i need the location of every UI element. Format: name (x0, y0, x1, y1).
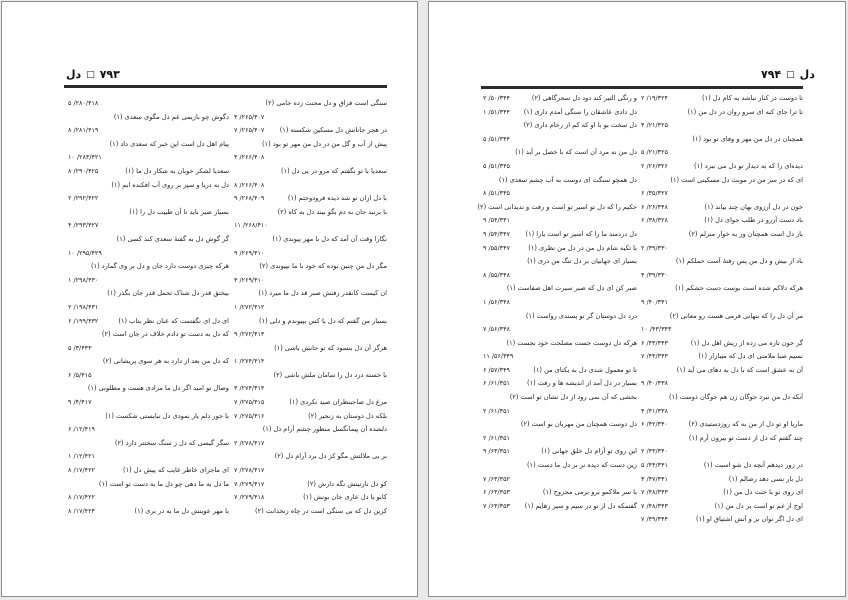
entry-reference: ۷ /۶۳/۳۵۳ (483, 501, 510, 510)
index-entry (641, 418, 803, 432)
index-entry (483, 92, 637, 106)
entry-reference: ۵ /۳/۴۳۳ (68, 343, 92, 352)
index-entry (641, 513, 803, 527)
page-number: ۷۹۳ (99, 68, 120, 81)
index-entry (234, 274, 387, 288)
entry-verse: درد دل دوستان گر تو پسندی رواست (۱) (525, 311, 637, 320)
entry-reference: ۵ /۲۸۰/۴۱۸ (68, 99, 99, 107)
entry-reference: ۷ /۲۷۵/۴۱۵ (234, 398, 265, 407)
entry-verse: زین دست که دیده نر بر دل ما دست (۱) (526, 461, 637, 470)
entry-verse: بار دل است همچنان ور به خوار منزلم (۲) (688, 229, 803, 238)
index-entry (234, 410, 387, 424)
index-entry (234, 151, 387, 165)
entry-reference: ۴ /۲۶۵/۴۰۷ (234, 112, 265, 121)
running-head-box-glyph: □ (86, 69, 95, 80)
index-entry (234, 437, 387, 451)
index-entry (68, 464, 229, 478)
index-entry (483, 445, 637, 459)
entry-reference: ۸ /۲۸۱/۴۱۹ (68, 126, 99, 135)
entry-verse: گفتمکه دل از تو در سیم و سیر رهایم (۱) (524, 501, 637, 510)
index-entry (641, 228, 803, 242)
column-right (641, 92, 803, 527)
index-entry (68, 437, 229, 451)
entry-verse: اوج از غم تو است بر دل من (۱) (714, 501, 803, 510)
index-entry (641, 201, 803, 215)
entry-verse: مرغ دل صاحبنظران صید نکردی (۱) (289, 398, 387, 407)
index-entry (68, 260, 229, 274)
entry-reference: ۱ /۱۲/۴۲۱ (68, 452, 95, 461)
entry-verse: و رنگی التیر کند دود دل سحرگاهی (۲) (531, 94, 637, 102)
index-entry (641, 391, 803, 405)
entry-verse: سعدیا لشکر خوبان به شکار دل ما (۱) (125, 166, 229, 175)
index-entry (641, 92, 803, 106)
entry-verse: سگر گیسی که دل ز سنگ سختتر دارد (۲) (114, 438, 229, 447)
index-entry (234, 165, 387, 179)
index-entry (68, 124, 229, 138)
index-entry (68, 179, 229, 193)
entry-reference: ۱ /۵۶/۳۴۸ (483, 297, 510, 306)
entry-verse: باد دست آرزو در طلب جوای دل (۱) (704, 216, 803, 225)
index-entry (477, 201, 637, 215)
index-entry (234, 315, 387, 329)
index-entry (68, 423, 229, 437)
index-entry (68, 287, 229, 301)
entry-verse: بسیار صبر باید تا آن طبیب دل را (۱) (129, 207, 229, 216)
entry-reference: ۱۱ /۵۶/۳۴۹ (483, 352, 514, 361)
entry-reference: ۱ /۲۹۸/۴۳۰ (68, 275, 99, 284)
index-entry (483, 296, 637, 310)
entry-verse: با دل ازان تو شد دیده فرودوختم (۱) (287, 194, 387, 203)
entry-reference: ۲ /۲۹۲/۴۲۲ (68, 194, 99, 203)
entry-reference: ۵ /۵۱/۳۴۵ (483, 161, 510, 170)
entry-verse: تا ترا جای کنه ای سرو روان در دل من (۱) (687, 107, 803, 116)
entry-reference: ۲ /۱۹/۳۲۴ (641, 94, 668, 102)
entry-verse: دلشده آن پیمانگسل منظور چشم آرام دل (۱) (262, 425, 387, 434)
index-entry (234, 219, 387, 233)
entry-reference: ۶ /۲۶/۳۴۸ (641, 202, 668, 211)
index-entry (641, 146, 803, 160)
entry-reference: ۶ /۳۵/۳۲۷ (641, 189, 668, 198)
index-entry (234, 464, 387, 478)
entry-verse: تا دوست در کنار نباشد به کام دل (۱) (701, 94, 803, 102)
index-entry (234, 382, 387, 396)
entry-verse: با جور دلم یار نمودی دل نبایستی شکست (۱) (105, 411, 229, 420)
index-entry (483, 106, 637, 120)
entry-reference: ۹ /۵۴/۳۴۷ (483, 229, 510, 238)
index-entry (234, 179, 387, 193)
entry-reference: ۹ /۴/۴۱۷ (68, 398, 92, 407)
entry-verse: ما دل به ما دهی چو دل ما به دست تو است (۱) (98, 479, 229, 488)
entry-reference: ۷ /۴۴/۳۴۳ (641, 352, 668, 361)
index-entry (234, 328, 387, 342)
index-entry (234, 192, 387, 206)
index-entry (641, 282, 803, 296)
index-entry (641, 364, 803, 378)
index-entry (641, 432, 803, 446)
entry-verse: بسیار من گفتم که دل با کس بپیوندم و دلی (۱) (259, 316, 387, 325)
entry-reference: ۲ /۱۹۸/۴۳۱ (68, 302, 99, 311)
entry-verse: پیام اهل دل است این خبر که سعدی داد (۱) (109, 139, 229, 148)
entry-reference: ۲ /۲۶/۳۲۶ (641, 161, 668, 170)
index-entry (483, 269, 637, 283)
index-entry (483, 174, 637, 188)
entry-reference: ۲ /۵۰/۳۴۴ (483, 94, 510, 102)
index-entry (483, 473, 637, 487)
entry-reference: ۷ /۴۸/۳۴۳ (641, 501, 668, 510)
header-rule (64, 85, 387, 88)
entry-reference: ۸ /۱۷/۴۲۴ (68, 506, 95, 515)
entry-reference: ۸ /۱۷/۴۲۲ (68, 466, 95, 475)
entry-reference: ۴ /۲۷۴/۴۱۴ (234, 384, 265, 393)
entry-reference: ۲ /۳۹/۳۳۰ (641, 243, 668, 252)
index-entry (641, 214, 803, 228)
index-entry (68, 206, 229, 220)
index-entry (68, 396, 229, 410)
index-entry (483, 500, 637, 514)
entry-verse: نسیم صبا ملامتی ای دل که میبازار (۱) (698, 352, 803, 361)
index-entry (234, 342, 387, 356)
entry-verse: با مهر عوینش دل ما به در بری (۱) (134, 506, 229, 515)
entry-verse: ای ماجرای خاطر غایب که پیش دل (۱) (123, 466, 229, 475)
entry-reference: ۵ /۴۴/۳۴۱ (641, 461, 668, 470)
entry-verse: در هجر جانانش دل مسکین شکسته (۱) (279, 126, 387, 135)
index-entry (641, 350, 803, 364)
entry-reference: ۴ /۲۶۶/۴۰۸ (234, 153, 265, 162)
entry-reference: ۷ /۴۹/۳۴۴ (641, 515, 668, 524)
entry-reference: ۱ /۵۱/۳۴۴ (483, 107, 510, 116)
entry-reference: ۹ /۲۶۹/۴۱۰ (234, 248, 265, 257)
entry-verse: گر گوش دل به گفتهٔ سعدی کند کسی (۱) (116, 234, 229, 243)
entry-verse: که دل من بعد از دارد به هر سوی پریشانی (۲) (102, 357, 229, 366)
index-entry (641, 106, 803, 120)
index-entry (234, 355, 387, 369)
entry-reference: ۹ /۲۶۸/۴۰۹ (234, 194, 265, 203)
entry-verse: تا تو معمول شدی دل به یکتای من (۱) (533, 365, 637, 374)
index-entry (641, 133, 803, 147)
entry-reference: ۹ /۵۴/۳۴۱ (483, 216, 510, 225)
entry-reference: ۹ /۴۰/۳۳۸ (641, 379, 668, 388)
index-entry (68, 450, 229, 464)
entry-reference: ۹ /۴۰/۳۴۱ (641, 297, 668, 306)
index-entry (641, 459, 803, 473)
index-entry (641, 337, 803, 351)
running-head-word: دل (66, 68, 82, 81)
entry-reference: ۵ /۲۱/۳۲۵ (641, 148, 668, 157)
entry-verse: صبر کن ای دل که صبر سیرت اهل صفاست (۱) (506, 284, 637, 293)
entry-verse: دگوش چو بازیمی غم دل مگوی سعدی (۱) (113, 112, 229, 121)
index-entry (234, 260, 387, 274)
index-entry (68, 247, 229, 261)
entry-verse: بلکه دل دوستان به زنجیر (۲) (308, 411, 387, 420)
index-entry (483, 418, 637, 432)
index-entry (68, 97, 229, 111)
index-entry (234, 505, 387, 519)
entry-verse: با برنبد جان به دم بگو بیند دل به کاه (۲) (277, 207, 387, 216)
index-entry (641, 269, 803, 283)
index-entry (68, 233, 229, 247)
entry-reference: ۲ /۶۱/۳۵۱ (483, 433, 510, 442)
entry-verse: دل من نه مرد آن است که با خصل بر آید (۱) (515, 148, 637, 157)
entry-verse: در زور دیدهم آنچه دل شو اسبت (۱) (703, 461, 803, 470)
entry-verse: حکیم را که دل تو اسیر تو است و رفت و ندیدانی است (۲) (477, 202, 637, 211)
index-entry (68, 274, 229, 288)
index-entry (234, 233, 387, 247)
index-entry (234, 423, 387, 437)
entry-reference: ۴ /۲۱/۳۲۵ (641, 121, 668, 130)
index-entry (483, 405, 637, 419)
entry-verse: دیده‌ای را که به دیدار تو دل می ببرد (۱) (694, 161, 803, 170)
index-entry (68, 111, 229, 125)
entry-verse: بسیار ای جهانیان بر دل تنگ من دری (۱) (527, 257, 637, 266)
page-794 (428, 1, 846, 597)
index-entry (641, 486, 803, 500)
entry-reference: ۱۰ /۲۸۳/۴۲۱ (68, 153, 102, 162)
index-entry (483, 146, 637, 160)
entry-reference: ۱۱ /۲۶۸/۴۱۰ (234, 221, 268, 230)
index-entry (641, 242, 803, 256)
entry-verse: آنکه دل من نبرد جوگان زن هم جوگان ذوست (۱) (668, 393, 803, 402)
index-entry (68, 315, 229, 329)
entry-verse: کو دل نازنینش نگه دارش (۲) (307, 479, 387, 488)
entry-reference: ۷ /۲۷۸/۴۱۷ (234, 466, 265, 475)
index-entry (234, 491, 387, 505)
index-entry (483, 133, 637, 147)
index-entry (641, 310, 803, 324)
entry-verse: بر بی ملالتش مگو کز دل برد آرام دل (۲) (274, 452, 387, 461)
entry-verse: دل سخت بو با او که کم از رخام داری (۲) (523, 121, 637, 130)
index-entry (68, 192, 229, 206)
index-entry (68, 410, 229, 424)
entry-verse: کزین دل که بی سنگی است در چاه زنخدانت (۲) (255, 506, 387, 515)
running-head (761, 68, 815, 81)
index-entry (234, 124, 387, 138)
running-head (66, 68, 120, 81)
entry-verse: نگارا وقت آن آمد که دل با مهر پیوندی (۱) (272, 234, 387, 243)
entry-verse: سنگی است فراق و دل محنت زده جامی (۲) (265, 99, 387, 107)
entry-verse: دل به دریا و سپر بر روی آب افکنده ایم (۱) (111, 180, 229, 189)
entry-verse: ای روی تو با حنت دل من (۱) (723, 488, 803, 497)
index-entry (483, 350, 637, 364)
entry-reference: ۸ /۱۷/۴۲۲ (68, 493, 95, 502)
entry-verse: این روی تو آرام دل خلق جهانی (۱) (541, 447, 637, 456)
index-entry (483, 255, 637, 269)
entry-verse: ای دل ای نگفتمت که عنان نظر بتاب (۱) (118, 316, 229, 325)
entry-reference: ۱۰ /۴۳/۳۴۳ (641, 325, 672, 334)
entry-verse: ماریا او تو دل از من به که روزدستیدی (۲) (688, 420, 803, 429)
entry-reference: ۹ /۲۷۲/۴۱۳ (234, 330, 265, 339)
column-left (68, 97, 229, 518)
entry-reference: ۸ /۵۱/۳۴۵ (483, 189, 510, 198)
running-head-box-glyph: □ (786, 69, 795, 80)
index-entry (234, 478, 387, 492)
entry-reference: ۳ /۴۷/۳۴۱ (641, 474, 668, 483)
entry-reference: ۷ /۲۷۹/۴۱۷ (234, 479, 265, 488)
index-entry (234, 369, 387, 383)
index-entry (641, 296, 803, 310)
index-entry (483, 160, 637, 174)
index-entry (641, 323, 803, 337)
entry-reference: ۱ /۲۷۲/۴۱۲ (234, 302, 265, 311)
header-rule (481, 86, 803, 89)
index-entry (483, 119, 637, 133)
entry-reference: ۷ /۲۷۹/۴۱۸ (234, 493, 265, 502)
index-entry (483, 391, 637, 405)
entry-reference: ۷ /۵۶/۳۴۸ (483, 325, 510, 334)
index-entry (483, 364, 637, 378)
index-entry (641, 405, 803, 419)
entry-reference: ۶ /۱۹۹/۴۳۲ (68, 316, 99, 325)
entry-verse: که دل به دست تو دادم خلاف در جان است (۲) (101, 330, 229, 339)
entry-verse: بیختق قدر دل شناک تحمل قدر جان بگذر (۱) (107, 289, 229, 298)
entry-reference: ۶ /۳۸/۳۲۸ (641, 216, 668, 225)
entry-verse: همچنان در دل من مهر و وفای تو بود (۱) (692, 134, 803, 143)
page-793 (1, 1, 418, 597)
index-entry (641, 160, 803, 174)
index-entry (483, 323, 637, 337)
entry-verse: دل دادی عاشقان را سنگی آمدم داری (۱) (523, 107, 637, 116)
index-entry (68, 505, 229, 519)
entry-reference: ۹ /۵۵/۳۴۷ (483, 243, 510, 252)
index-entry (483, 459, 637, 473)
entry-verse: کابو یا دل عاری جان بونش (۱) (303, 493, 387, 502)
entry-reference: ۴ /۳۹/۳۳۰ (641, 270, 668, 279)
entry-reference: ۷ /۴۸/۳۴۳ (641, 488, 668, 497)
entry-reference: ۲ /۶۱/۳۵۱ (483, 406, 510, 415)
entry-verse: مگر دل من چنین بوده که خود با ما نپیوندی (۲) (259, 262, 387, 271)
index-entry (68, 138, 229, 152)
page-number: ۷۹۴ (761, 68, 782, 81)
entry-verse: آن به عشق است که با دل به دهای می آید (۱) (676, 365, 803, 374)
entry-verse: ای که در سر من در موبت دل مسکینی است (۱) (670, 175, 803, 184)
index-entry (234, 301, 387, 315)
index-entry (234, 287, 387, 301)
entry-verse: گر حون تازه می زده از ریش اهل دل (۱) (690, 338, 803, 347)
index-entry (234, 396, 387, 410)
entry-verse: بسیار در دل آمد از اندیشه ها و رفت (۱) (526, 379, 637, 388)
entry-reference: ۷ /۶۳/۳۵۲ (483, 474, 510, 483)
entry-reference: ۶ /۶۳/۳۵۳ (483, 488, 510, 497)
entry-reference: ۸ /۲۶۶/۴۰۸ (234, 180, 265, 189)
column-right (234, 97, 387, 518)
index-entry (68, 151, 229, 165)
entry-verse: بخشی که آن نمی رود از دل نشان تو است (۲) (509, 393, 637, 402)
entry-verse: ای دل اگر توان بر و آتش اشتیاق او (۱) (695, 515, 803, 524)
entry-verse: با سر ملاکمو برو برمی مجروح (۱) (542, 488, 637, 497)
entry-reference: ۱ /۲۷۴/۴۱۴ (234, 357, 265, 366)
entry-reference: ۶ /۱۲/۴۱۹ (68, 425, 95, 434)
index-entry (234, 138, 387, 152)
entry-reference: ۲ /۴۳/۳۴۰ (641, 447, 668, 456)
index-entry (234, 247, 387, 261)
index-entry (234, 206, 387, 220)
entry-verse: مر آن دل را که بنهانی فرمی هست رو معانی (۲) (669, 311, 803, 320)
index-entry (641, 473, 803, 487)
index-entry (483, 310, 637, 324)
entry-verse: با خسته درد دل را سامان ملش باشی (۲) (273, 370, 387, 379)
entry-verse: دل دوست همچنان من مهربان بو است (۲) (520, 420, 637, 429)
column-left (477, 92, 637, 513)
index-entry (483, 337, 637, 351)
index-entry (68, 342, 229, 356)
index-entry (483, 432, 637, 446)
index-entry (68, 355, 229, 369)
index-entry (641, 187, 803, 201)
entry-verse: هرکه دل دوست جست مصلحت خود نجست (۱) (506, 338, 637, 347)
entry-reference: ۴ /۴۱/۳۳۸ (641, 406, 668, 415)
index-entry (641, 377, 803, 391)
entry-reference: ۷ /۲۶۵/۴۰۷ (234, 126, 265, 135)
entry-verse: خون در دل آرزوی بهان چند بیاند (۱) (704, 202, 803, 211)
entry-verse: با تکیه شام دل من در دل من نظری (۱) (528, 243, 637, 252)
entry-reference: ۴ /۲۶۹/۴۱۰ (234, 275, 265, 284)
entry-verse: دل بار نسی دهد رصالم (۱) (728, 474, 803, 483)
index-entry (641, 500, 803, 514)
index-entry (68, 165, 229, 179)
entry-reference: ۱۰ /۲۹۵/۴۲۹ (68, 248, 102, 257)
index-entry (483, 377, 637, 391)
index-entry (68, 328, 229, 342)
entry-reference: ۵ /۵۱/۳۴۴ (483, 134, 510, 143)
entry-verse: هرکه چیزی دوست دارد جان و دل بر وی گمارد (۱) (90, 262, 229, 271)
index-entry (641, 445, 803, 459)
entry-reference: ۹ /۶۳/۳۵۱ (483, 447, 510, 456)
entry-verse: دل دردمند ما را که اسیر تو است یارا (۱) (525, 229, 637, 238)
index-entry (483, 214, 637, 228)
index-entry (483, 282, 637, 296)
index-entry (68, 219, 229, 233)
entry-verse: چند گفتم که دل از دست تو بیرون آرم (۱) (688, 433, 803, 442)
entry-verse: هرکه دلاکم شده است بوست دست حشکم (۱) (675, 284, 803, 293)
entry-reference: ۶ /۶۱/۳۵۱ (483, 379, 510, 388)
index-entry (234, 111, 387, 125)
entry-reference: ۲ /۲۷۸/۴۱۷ (234, 438, 265, 447)
index-entry (68, 301, 229, 315)
index-entry (68, 369, 229, 383)
entry-reference: ۶ /۴۳/۳۴۳ (641, 338, 668, 347)
entry-reference: ۴ /۲۹۳/۴۲۷ (68, 221, 99, 230)
index-entry (483, 486, 637, 500)
entry-reference: ۶ /۵/۴۱۵ (68, 370, 92, 379)
entry-reference: ۸ /۵۵/۳۴۸ (483, 270, 510, 279)
entry-verse: باد از بیش و دل من پس رفتهٔ آست حملکم (۱) (675, 257, 803, 266)
index-entry (68, 491, 229, 505)
entry-reference: ۷ /۲۷۵/۴۱۶ (234, 411, 265, 420)
entry-verse: هرگز آن دل بنسود که تو جانش باشی (۱) (274, 343, 387, 352)
entry-verse: پیش از آب و گل من در دل من مهر تو بود (۱) (261, 139, 387, 148)
entry-reference: ۸ /۲۹۰/۴۲۵ (68, 166, 99, 175)
running-head-word: دل (799, 68, 815, 81)
index-entry (234, 450, 387, 464)
entry-verse: دل همچو سنگت ای دوست به آب چشم سعدی (۱) (498, 175, 637, 184)
entry-verse: وصال تو امید اگر دل ما مرادی هست و مطلوبی (۱) (87, 384, 229, 393)
index-entry (483, 228, 637, 242)
entry-reference: ۶ /۵۷/۳۴۹ (483, 365, 510, 374)
index-entry (641, 255, 803, 269)
index-entry (641, 119, 803, 133)
entry-verse: ان کیست کانقدر رفتش صبر قد دل ما میرد (۱) (258, 289, 387, 298)
index-entry (483, 187, 637, 201)
index-entry (68, 478, 229, 492)
index-entry (483, 242, 637, 256)
entry-verse: سعدیا با تو نگفتم که مرو در پی دل (۱) (280, 166, 387, 175)
index-entry (641, 174, 803, 188)
entry-reference: ۶ /۴۲/۳۴۰ (641, 420, 668, 429)
index-entry (68, 382, 229, 396)
index-entry (234, 97, 387, 111)
